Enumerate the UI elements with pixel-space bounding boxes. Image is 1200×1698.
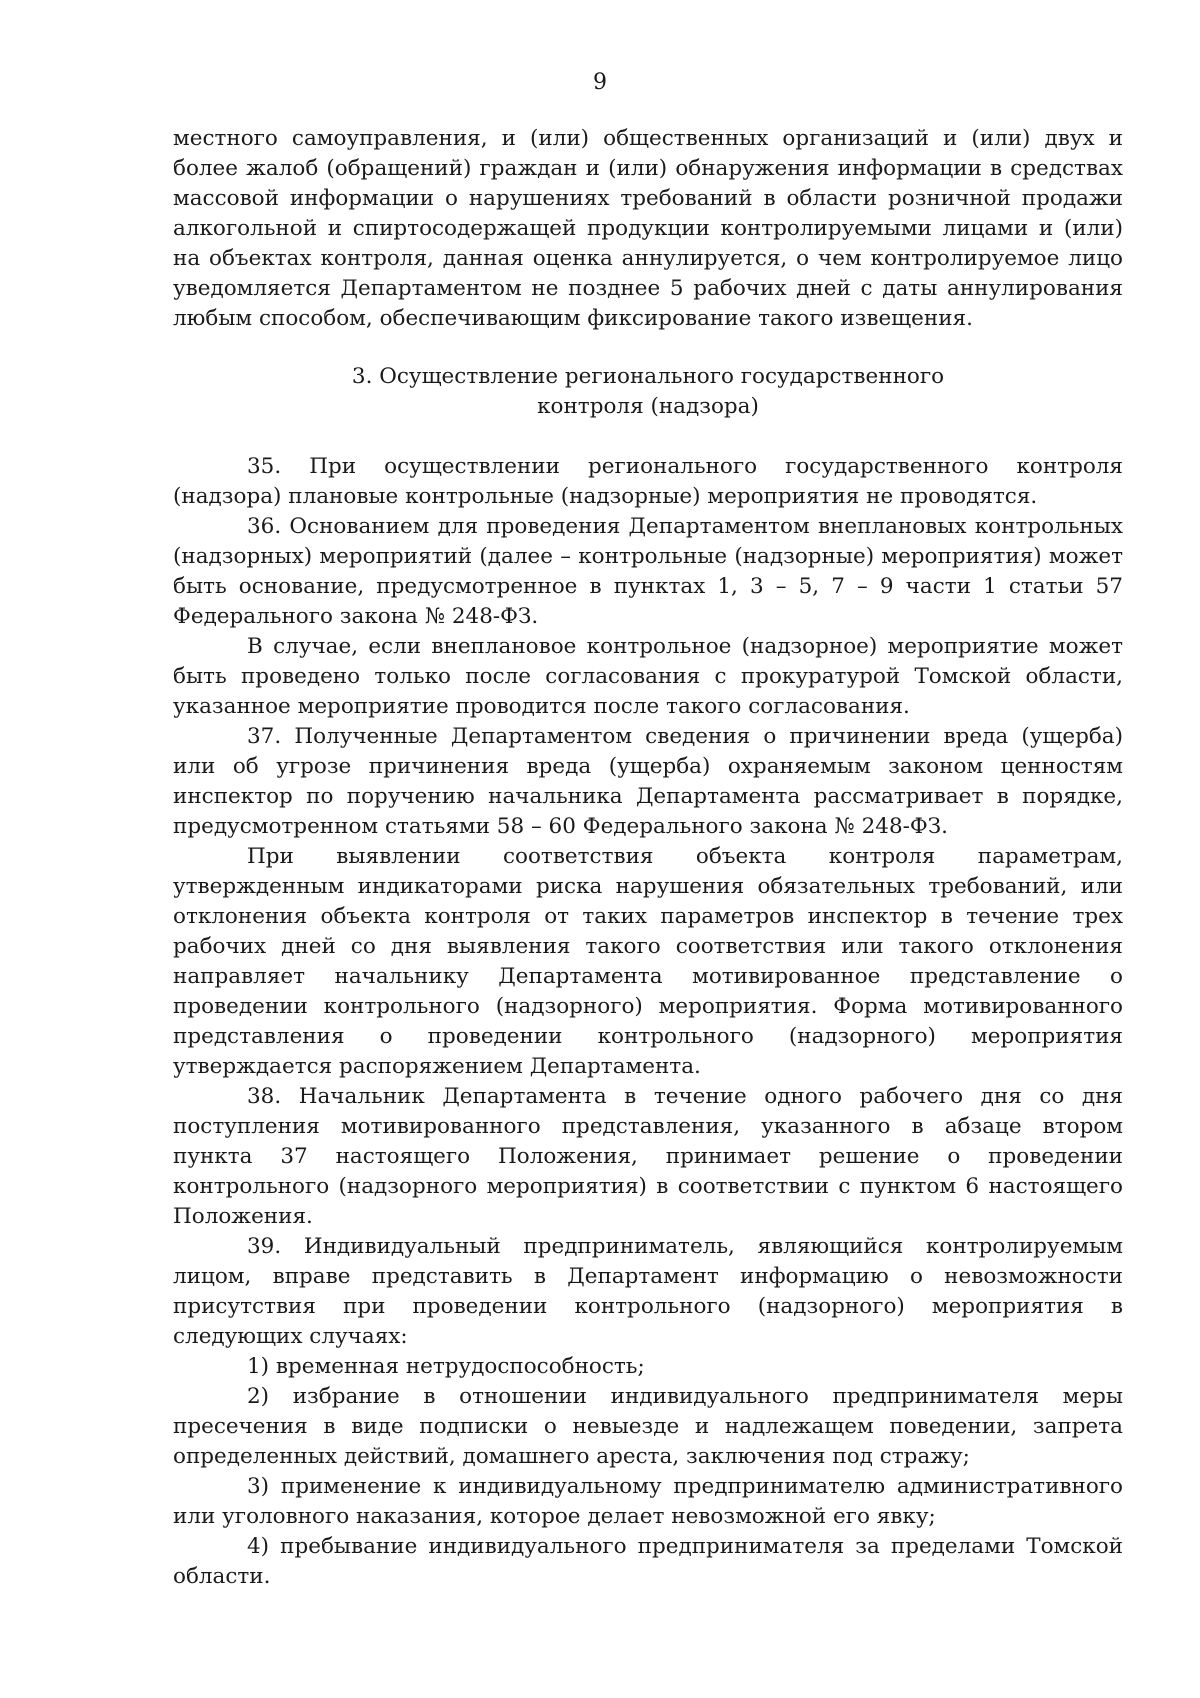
section-heading: [173, 362, 1123, 422]
paragraph-39: 39. Индивидуальный предприниматель, являющийся контролируемым лицом, вправе представить в Департамент информацию о невозможности присутствия при проведении контрольного (надзорного) мероприятия в следующих случаях:: [173, 1234, 1123, 1349]
paragraph-36: 36. Основанием для проведения Департаментом внеплановых контрольных (надзорных) мероприятий (далее – контрольные (надзорные) мероприятия) может быть основание, предусмотренное в пунктах 1, 3 – 5, 7 – 9 части 1 статьи 57 Федерального закона № 248-ФЗ.: [173, 514, 1123, 629]
paragraph-38: 38. Начальник Департамента в течение одного рабочего дня со дня поступления мотивированного представления, указанного в абзаце втором пункта 37 настоящего Положения, принимает решение о проведении контрольного (надзорного мероприятия) в соответствии с пунктом 6 настоящего Положения.: [173, 1084, 1123, 1229]
page-number: 9: [593, 70, 607, 95]
section-heading-line-1: 3. Осуществление регионального государственного: [351, 364, 945, 389]
paragraph-37: 37. Полученные Департаментом сведения о причинении вреда (ущерба) или об угрозе причинения вреда (ущерба) охраняемым законом ценностям инспектор по поручению начальника Департамента рассматривает в порядке, предусмотренном статьями 58 – 60 Федерального закона № 248-ФЗ.: [173, 724, 1123, 839]
list-item-4: 4) пребывание индивидуального предпринимателя за пределами Томской области.: [173, 1534, 1123, 1589]
list-item-3: 3) применение к индивидуальному предпринимателю административного или уголовного наказания, которое делает невозможной его явку;: [173, 1474, 1123, 1529]
paragraph-37-indicators: При выявлении соответствия объекта контроля параметрам, утвержденным индикаторами риска нарушения обязательных требований, или отклонения объекта контроля от таких параметров инспектор в течение трех рабочих дней со дня выявления такого соответствия или такого отклонения направляет начальнику Департамента мотивированное представление о проведении контрольного (надзорного) мероприятия. Форма мотивированного представления о проведении контрольного (надзорного) мероприятия утверждается распоряжением Департамента.: [173, 844, 1123, 1079]
list-item-1: 1) временная нетрудоспособность;: [247, 1354, 645, 1379]
paragraph-36-case: В случае, если внеплановое контрольное (надзорное) мероприятие может быть проведено только после согласования с прокуратурой Томской области, указанное мероприятие проводится после такого согласования.: [173, 634, 1123, 719]
section-heading-line-2: контроля (надзора): [537, 394, 759, 419]
paragraph-35: 35. При осуществлении регионального государственного контроля (надзора) плановые контрольные (надзорные) мероприятия не проводятся.: [173, 454, 1123, 509]
document-body: [173, 124, 1123, 1592]
list-item-2: 2) избрание в отношении индивидуального предпринимателя меры пресечения в виде подписки о невыезде и надлежащем поведении, запрета определенных действий, домашнего ареста, заключения под стражу;: [173, 1384, 1123, 1469]
paragraph-continuation: местного самоуправления, и (или) общественных организаций и (или) двух и более жалоб (обращений) граждан и (или) обнаружения информации в средствах массовой информации о нарушениях требований в области розничной продажи алкогольной и спиртосодержащей продукции контролируемыми лицами и (или) на объектах контроля, данная оценка аннулируется, о чем контролируемое лицо уведомляется Департаментом не позднее 5 рабочих дней с даты аннулирования любым способом, обеспечивающим фиксирование такого извещения.: [173, 126, 1123, 331]
